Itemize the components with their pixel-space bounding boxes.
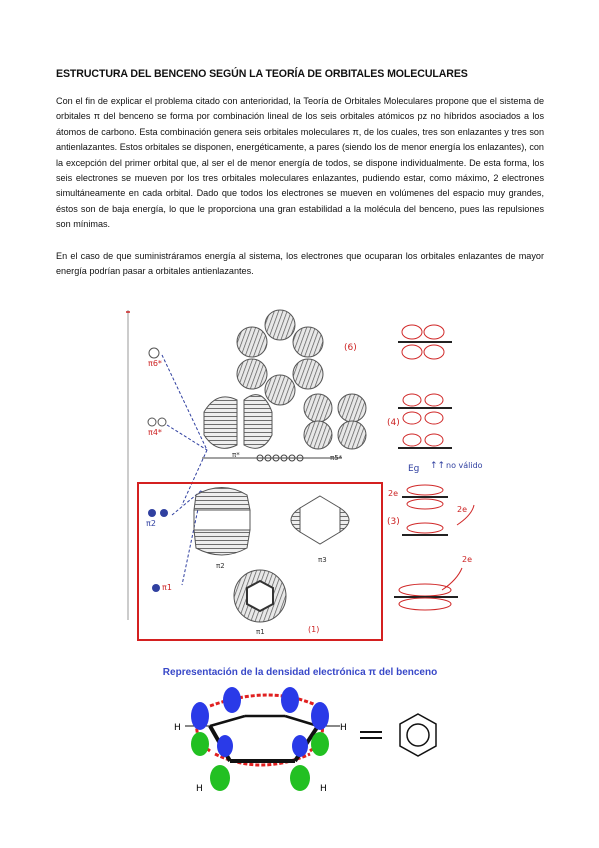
svg-text:π4*: π4*: [148, 428, 162, 437]
pi2-orbital: [194, 488, 250, 571]
svg-text:π3: π3: [318, 556, 327, 564]
svg-text:π5*: π5*: [330, 454, 343, 462]
pi1-orbital: [234, 570, 319, 636]
svg-text:(1): (1): [308, 625, 320, 634]
pi-density-figure: [170, 686, 470, 796]
arrow-note-text: no válido: [446, 461, 483, 470]
level-pi4-pi5: [148, 418, 166, 437]
pi6-star-orbital: [237, 310, 357, 405]
equals-sign: [360, 732, 382, 738]
pi4-star-orbital: [204, 395, 272, 459]
svg-text:2e: 2e: [457, 505, 468, 514]
level-pi2-pi3: [146, 509, 168, 528]
svg-text:(4): (4): [387, 418, 400, 428]
density-figure-caption: Representación de la densidad electrónica π del benceno: [162, 667, 438, 678]
svg-text:2e: 2e: [462, 555, 473, 564]
paragraph-excitation: En el caso de que suministráramos energía al sistema, los electrones que ocuparan los orbitales enlazantes de mayor energía podrían pasar a orbitales antienlazantes.: [56, 251, 544, 277]
h-label-left: H: [174, 723, 181, 733]
svg-text:π1: π1: [256, 628, 265, 636]
level-pi6: [148, 348, 162, 368]
arrow-note: ↑↑: [430, 461, 446, 471]
benzene-ring: [400, 714, 436, 756]
svg-text:π*: π*: [232, 451, 240, 459]
level-pi1: [152, 583, 172, 592]
svg-text:π1: π1: [162, 583, 172, 592]
svg-text:2e: 2e: [388, 489, 399, 498]
mo-energy-diagram: [112, 300, 552, 645]
svg-text:π2: π2: [216, 562, 225, 570]
h-label-bottom-right: H: [320, 784, 327, 794]
energy-label: Eg: [408, 464, 420, 474]
h-label-bottom-left: H: [196, 784, 203, 794]
paragraph-orbitals: Con el fin de explicar el problema citado con anterioridad, la Teoría de Orbitales Moleculares propone que el sistema de orbitales π del benceno se forma por combinación lineal de los seis orbitales atómicos pz no híbridos asociados a los átomos de carbono. Esta combinación genera seis orbitales moleculares π, de los cuales, tres son enlazantes y tres son antienlazantes. Estos orbitales se disponen, energéticamente, a pares (siendo los de menor energía los enlazantes), con la excepción del primer orbital que, al ser el de menor energía de todos, se dispone individualmente. De esta forma, los seis electrones se mueven por los tres orbitales moleculares enlazantes, pudiendo estar, como máximo, 2 electrones simultáneamente en cada orbital. Dado que todos los electrones se mueven en volúmenes del espacio muy grandes, éstos son de baja energía, lo que le proporciona una gran estabilidad a la molécula del benceno, pues las repulsiones son mínimas.: [56, 96, 544, 230]
h-label-right: H: [340, 723, 347, 733]
pi3-orbital: [291, 496, 349, 564]
pi5-star-orbital: [304, 394, 400, 462]
svg-text:π2: π2: [146, 519, 156, 528]
svg-text:(3): (3): [387, 517, 400, 527]
svg-text:(6): (6): [344, 343, 357, 353]
section-title: ESTRUCTURA DEL BENCENO SEGÚN LA TEORÍA DE ORBITALES MOLECULARES: [56, 68, 468, 80]
svg-text:π6*: π6*: [148, 359, 162, 368]
